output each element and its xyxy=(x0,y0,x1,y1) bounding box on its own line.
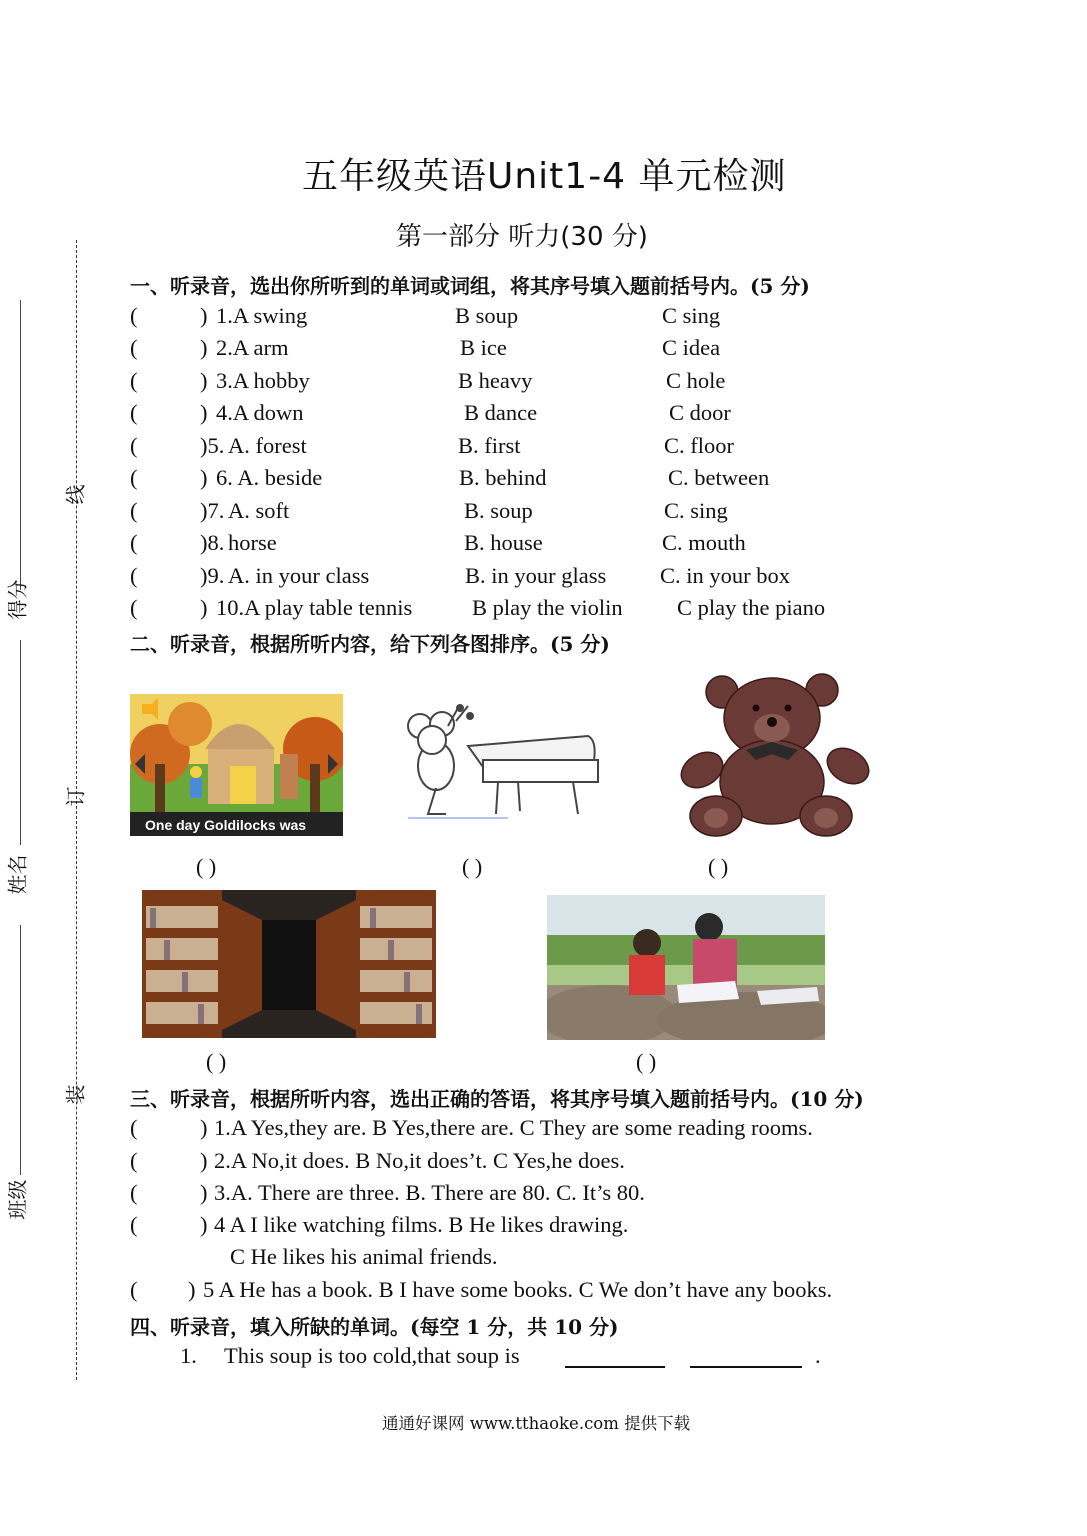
option-a: 4.A down xyxy=(216,400,304,425)
section4-q1-blank-2[interactable] xyxy=(690,1366,802,1368)
option-a: 10.A play table tennis xyxy=(216,595,413,620)
answer-options: 2.A No,it does. B No,it does’t. C Yes,he does. xyxy=(214,1148,625,1173)
margin-name-label: 姓名 xyxy=(5,854,30,895)
section1-heading: 一、听录音，选出你所听到的单词或词组，将其序号填入题前括号内。(5 分) xyxy=(130,274,810,298)
question-open-paren[interactable]: ( xyxy=(130,368,138,393)
answer-close-paren: ) xyxy=(200,1212,208,1237)
section4-q1-number: 1. xyxy=(180,1343,197,1368)
option-a: 1.A swing xyxy=(216,303,308,328)
score-underline xyxy=(20,300,21,590)
option-b: B heavy xyxy=(458,368,533,393)
margin-line-label: 线 xyxy=(63,484,88,505)
class-underline xyxy=(20,925,21,1175)
section3-q5-text: 5 A He has a book. B I have some books. C We don’t have any books. xyxy=(203,1277,833,1302)
option-a: A. in your class xyxy=(228,563,370,588)
margin-pack-label: 装 xyxy=(63,1084,88,1105)
option-b: B soup xyxy=(455,303,519,328)
option-b: B. behind xyxy=(459,465,547,490)
option-b: B. first xyxy=(458,433,521,458)
section3-q5-close-paren: ) xyxy=(188,1277,196,1302)
answer-close-paren: ) xyxy=(200,1180,208,1205)
goldilocks-picture xyxy=(130,694,343,836)
option-c: C. sing xyxy=(664,498,728,523)
question-close-paren: ) xyxy=(200,335,208,360)
question-open-paren[interactable]: ( xyxy=(130,530,138,555)
part-heading: 第一部分 听力(30 分) xyxy=(396,222,648,252)
answer-open-paren[interactable]: ( xyxy=(130,1115,138,1140)
question-open-paren[interactable]: ( xyxy=(130,335,138,360)
option-c: C sing xyxy=(662,303,721,328)
question-open-paren[interactable]: ( xyxy=(130,465,138,490)
picture5-answer-paren[interactable]: ( ) xyxy=(636,1049,657,1074)
question-close-paren: ) xyxy=(200,400,208,425)
question-close-paren: )5. xyxy=(200,433,225,458)
question-close-paren: ) xyxy=(200,465,208,490)
goldilocks-caption: One day Goldilocks was xyxy=(145,817,307,833)
option-c: C. floor xyxy=(664,433,734,458)
question-close-paren: )8. xyxy=(200,530,225,555)
teddy-bear-picture xyxy=(676,670,872,838)
picture3-answer-paren[interactable]: ( ) xyxy=(708,854,729,879)
option-c: C play the piano xyxy=(677,595,826,620)
margin-class-label: 班级 xyxy=(5,1179,30,1220)
section3-q4-option-c: C He likes his animal friends. xyxy=(230,1244,498,1269)
answer-open-paren[interactable]: ( xyxy=(130,1212,138,1237)
option-a: horse xyxy=(228,530,277,555)
section3-q5-open-paren: ( xyxy=(130,1277,138,1302)
answer-options: 4 A I like watching films. B He likes drawing. xyxy=(214,1212,629,1237)
answer-options: 3.A. There are three. B. There are 80. C. It’s 80. xyxy=(214,1180,645,1205)
answer-close-paren: ) xyxy=(200,1115,208,1140)
option-c: C idea xyxy=(662,335,721,360)
section3-heading: 三、听录音，根据所听内容，选出正确的答语，将其序号填入题前括号内。(10 分) xyxy=(130,1087,864,1111)
question-open-paren[interactable]: ( xyxy=(130,433,138,458)
question-open-paren[interactable]: ( xyxy=(130,595,138,620)
question-close-paren: )9. xyxy=(200,563,225,588)
question-close-paren: ) xyxy=(200,595,208,620)
option-a: 6. A. beside xyxy=(216,465,323,490)
option-a: A. soft xyxy=(228,498,290,523)
section4-heading: 四、听录音，填入所缺的单词。(每空 1 分，共 10 分) xyxy=(130,1315,619,1339)
option-b: B ice xyxy=(460,335,507,360)
section2-heading: 二、听录音，根据所听内容，给下列各图排序。(5 分) xyxy=(130,632,610,656)
section4-q1-period: . xyxy=(815,1343,821,1368)
option-c: C. mouth xyxy=(662,530,746,555)
answer-open-paren[interactable]: ( xyxy=(130,1148,138,1173)
option-b: B. house xyxy=(464,530,543,555)
mouse-piano-picture xyxy=(398,696,603,828)
question-close-paren: ) xyxy=(200,303,208,328)
page-title: 五年级英语Unit1-4 单元检测 xyxy=(302,156,787,197)
option-b: B. soup xyxy=(464,498,533,523)
answer-options: 1.A Yes,they are. B Yes,there are. C They are some reading rooms. xyxy=(214,1115,813,1140)
option-b: B. in your glass xyxy=(465,563,607,588)
picture2-answer-paren[interactable]: ( ) xyxy=(462,854,483,879)
binding-dashed-line xyxy=(76,240,77,1380)
question-open-paren[interactable]: ( xyxy=(130,400,138,425)
option-b: B dance xyxy=(464,400,538,425)
option-a: 2.A arm xyxy=(216,335,289,360)
option-b: B play the violin xyxy=(472,595,623,620)
margin-score-label: 得分 xyxy=(5,579,30,620)
option-c: C. between xyxy=(668,465,770,490)
library-picture xyxy=(142,890,436,1038)
margin-bind-label: 订 xyxy=(63,786,88,807)
question-close-paren: ) xyxy=(200,368,208,393)
footer-source: 通通好课网 www.tthaoke.com 提供下载 xyxy=(382,1414,691,1433)
option-a: A. forest xyxy=(228,433,307,458)
question-open-paren[interactable]: ( xyxy=(130,498,138,523)
picture1-answer-paren[interactable]: ( ) xyxy=(196,854,217,879)
answer-open-paren[interactable]: ( xyxy=(130,1180,138,1205)
picture4-answer-paren[interactable]: ( ) xyxy=(206,1049,227,1074)
children-reading-picture xyxy=(547,895,825,1040)
option-c: C hole xyxy=(666,368,726,393)
option-c: C door xyxy=(669,400,731,425)
option-a: 3.A hobby xyxy=(216,368,310,393)
option-c: C. in your box xyxy=(660,563,791,588)
question-close-paren: )7. xyxy=(200,498,225,523)
section4-q1-text: This soup is too cold,that soup is xyxy=(224,1343,520,1368)
name-underline xyxy=(20,640,21,845)
answer-close-paren: ) xyxy=(200,1148,208,1173)
question-open-paren[interactable]: ( xyxy=(130,563,138,588)
section4-q1-blank-1[interactable] xyxy=(565,1366,665,1368)
question-open-paren[interactable]: ( xyxy=(130,303,138,328)
